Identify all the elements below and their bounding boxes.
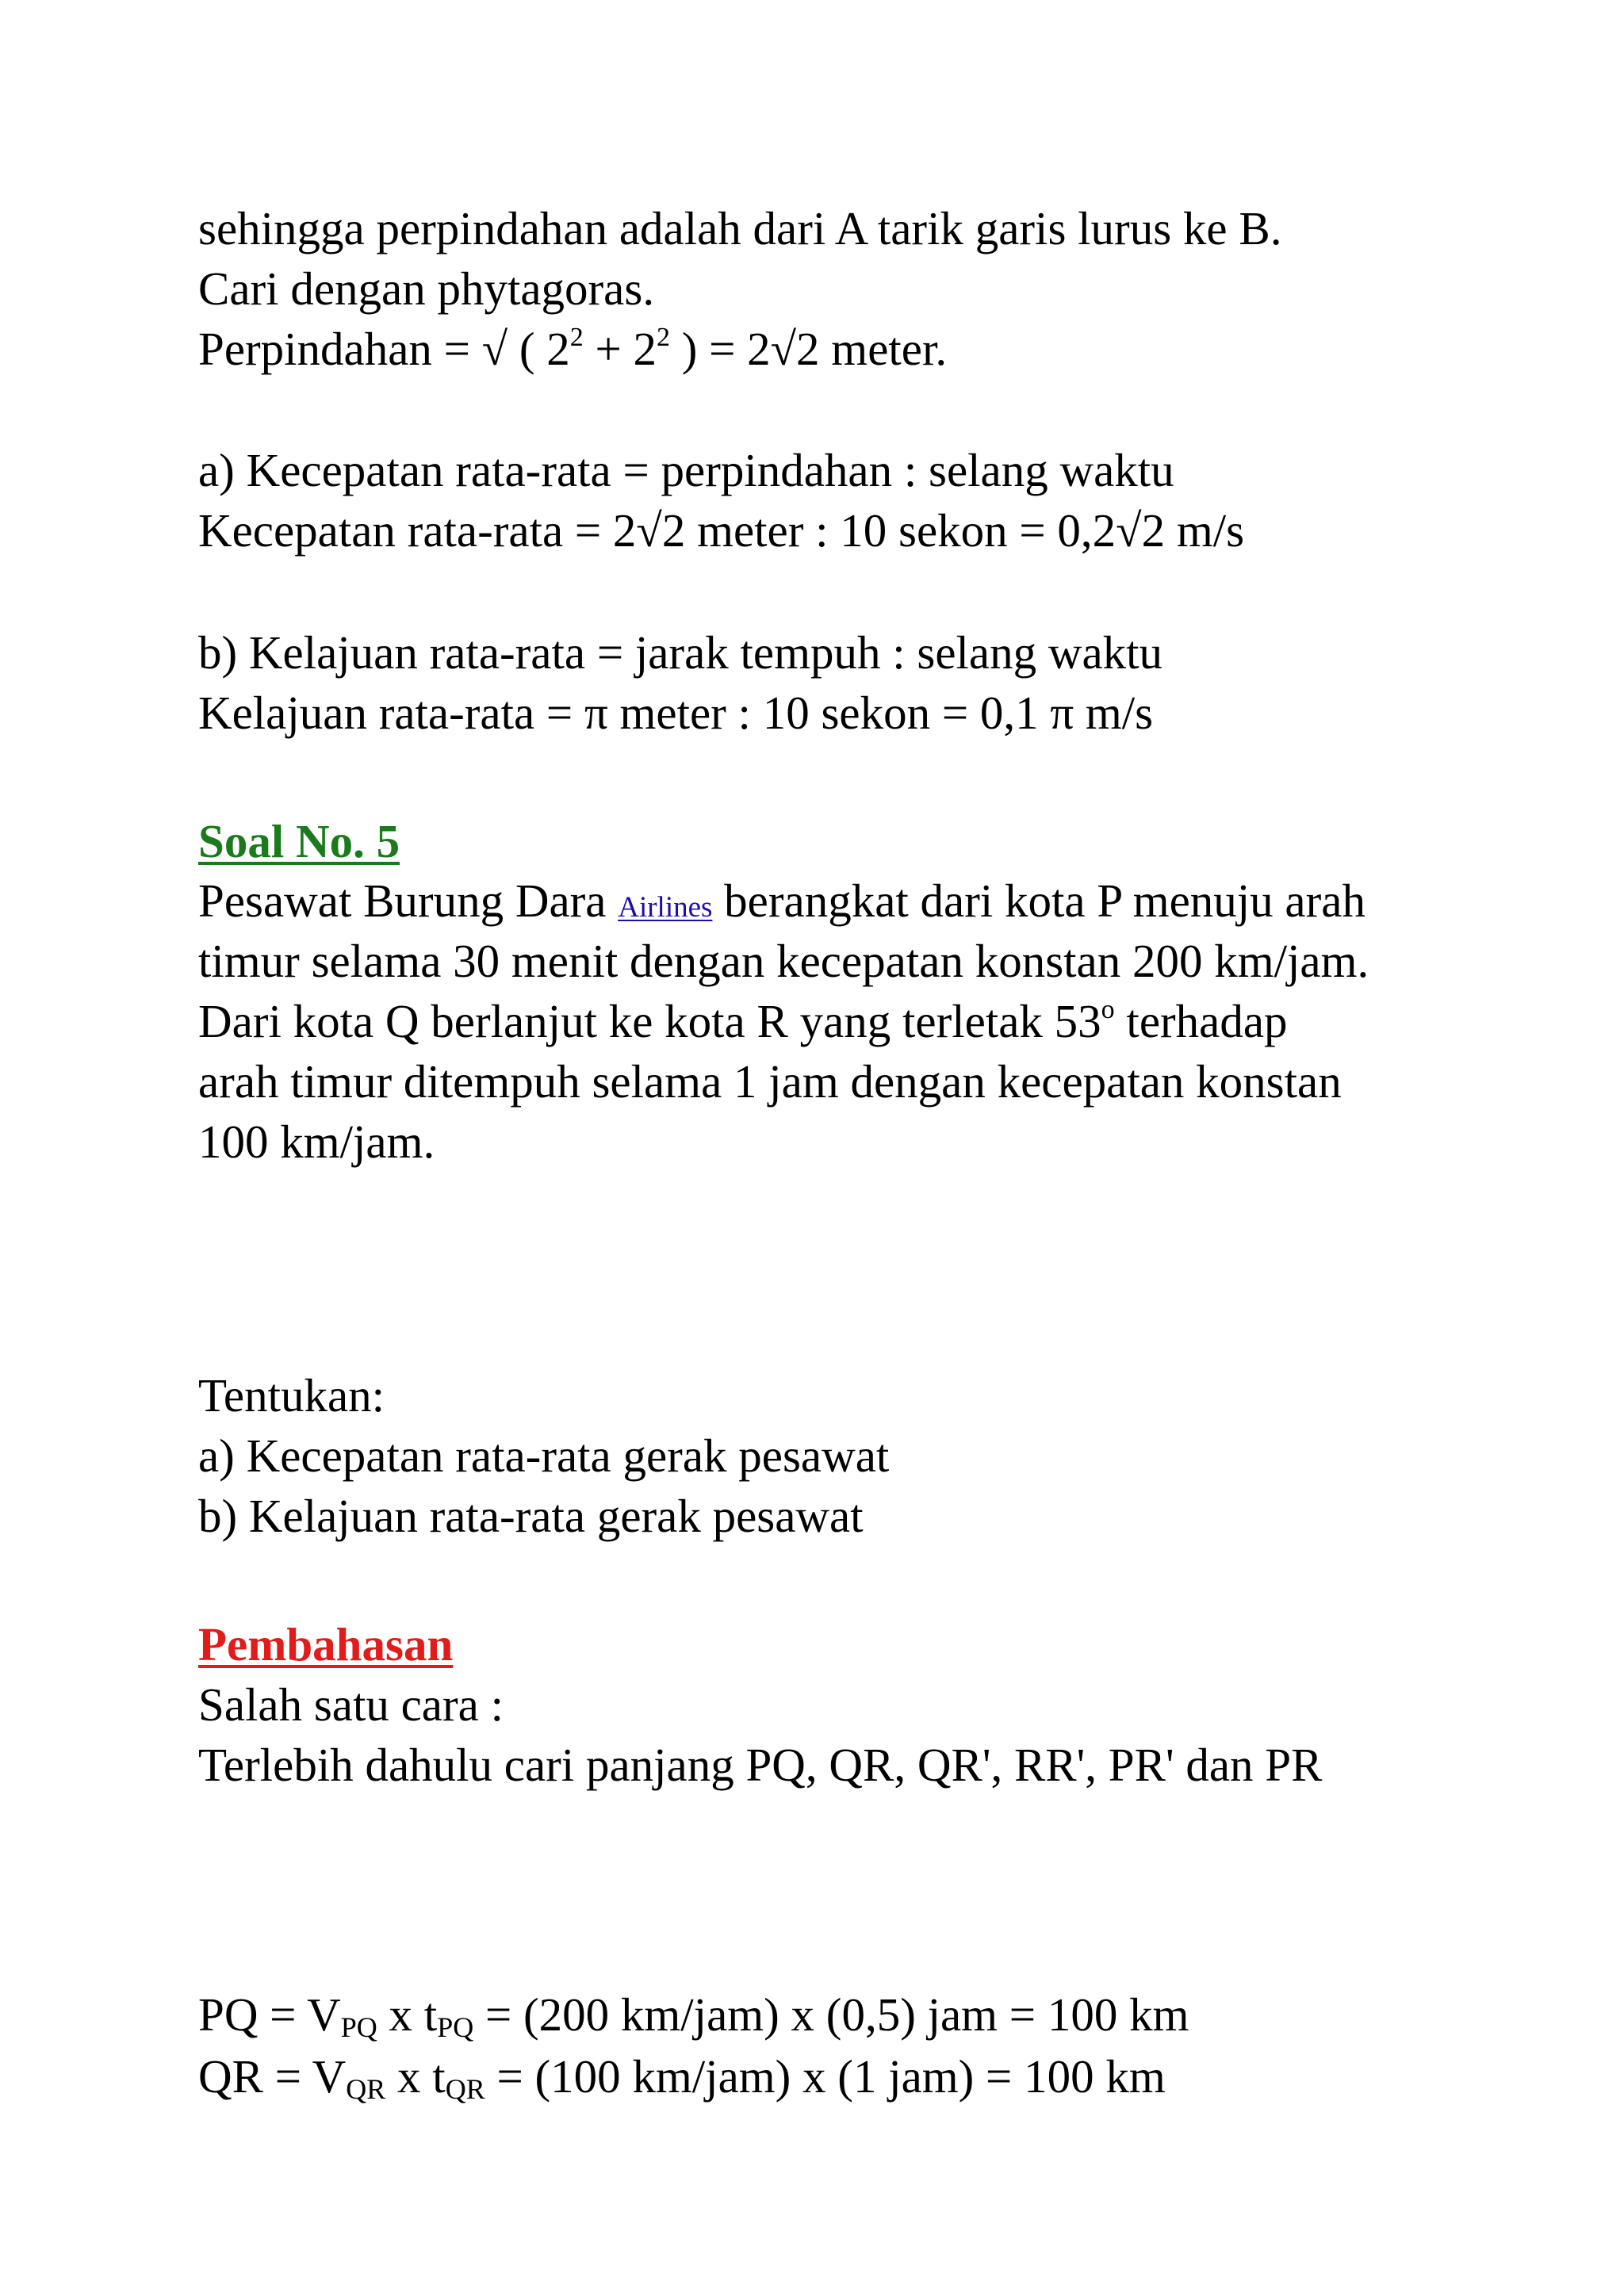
pq-equation-part-3: = (200 km/jam) x (0,5) jam = 100 km [473,1988,1189,2041]
question-line-3 [198,991,1288,1051]
question-line-3-part-1: Dari kota Q berlanjut ke kota R yang terletak 53 [198,995,1101,1047]
solution-line-2: Terlebih dahulu cari panjang PQ, QR, QR', RR', PR' dan PR [198,1739,1323,1791]
answer-a-line-2: Kecepatan rata-rata = 2√2 meter : 10 sekon = 0,2√2 m/s [198,504,1245,557]
question-line-1-part-2: berangkat dari kota P menuju arah [712,874,1365,927]
pq-equation-part-2: x t [377,1988,438,2041]
pq-equation-part-1: PQ = V [198,1988,341,2041]
question-line-1 [198,871,1365,938]
exponent-2: 2 [657,323,670,352]
answer-a-line-1: a) Kecepatan rata-rata = perpindahan : selang waktu [198,444,1174,496]
qr-equation [198,2046,1166,2107]
displacement-formula-part-1: Perpindahan = √ ( 2 [198,323,570,375]
qr-equation-part-1: QR = V [198,2050,347,2103]
answer-b-line-2: Kelajuan rata-rata = π meter : 10 sekon = 0,1 π m/s [198,687,1154,739]
question-line-3-part-2: terhadap [1114,995,1288,1047]
degree-sign: o [1101,995,1115,1024]
question-line-4: arah timur ditempuh selama 1 jam dengan kecepatan konstan [198,1055,1342,1108]
question-line-1-part-1: Pesawat Burung Dara [198,874,619,927]
tentukan-label: Tentukan: [198,1369,385,1422]
displacement-formula-part-2: + 2 [583,323,657,375]
exponent-1: 2 [569,323,584,352]
qr-equation-part-2: x t [385,2050,446,2103]
qr-time-subscript: QR [445,2073,485,2105]
airlines-link[interactable]: Airlines [618,891,713,924]
displacement-formula-part-3: ) = 2√2 meter. [670,323,948,375]
pq-equation [198,1984,1189,2045]
task-b: b) Kelajuan rata-rata gerak pesawat [198,1490,864,1542]
answer-b-line-1: b) Kelajuan rata-rata = jarak tempuh : selang waktu [198,626,1163,679]
solution-line-1: Salah satu cara : [198,1678,504,1731]
prev-solution-line-1: sehingga perpindahan adalah dari A tarik garis lurus ke B. [198,202,1282,254]
prev-solution-line-2: Cari dengan phytagoras. [198,262,655,315]
pq-velocity-subscript: PQ [340,2011,377,2043]
solution-heading: Pembahasan [198,1618,454,1670]
question-line-2: timur selama 30 menit dengan kecepatan konstan 200 km/jam. [198,935,1369,987]
question-line-5: 100 km/jam. [198,1115,435,1168]
qr-equation-part-3: = (100 km/jam) x (1 jam) = 100 km [485,2050,1166,2103]
question-heading: Soal No. 5 [198,815,400,867]
pq-time-subscript: PQ [437,2011,474,2043]
task-a: a) Kecepatan rata-rata gerak pesawat [198,1429,890,1482]
displacement-formula [198,319,947,379]
qr-velocity-subscript: QR [346,2073,386,2105]
